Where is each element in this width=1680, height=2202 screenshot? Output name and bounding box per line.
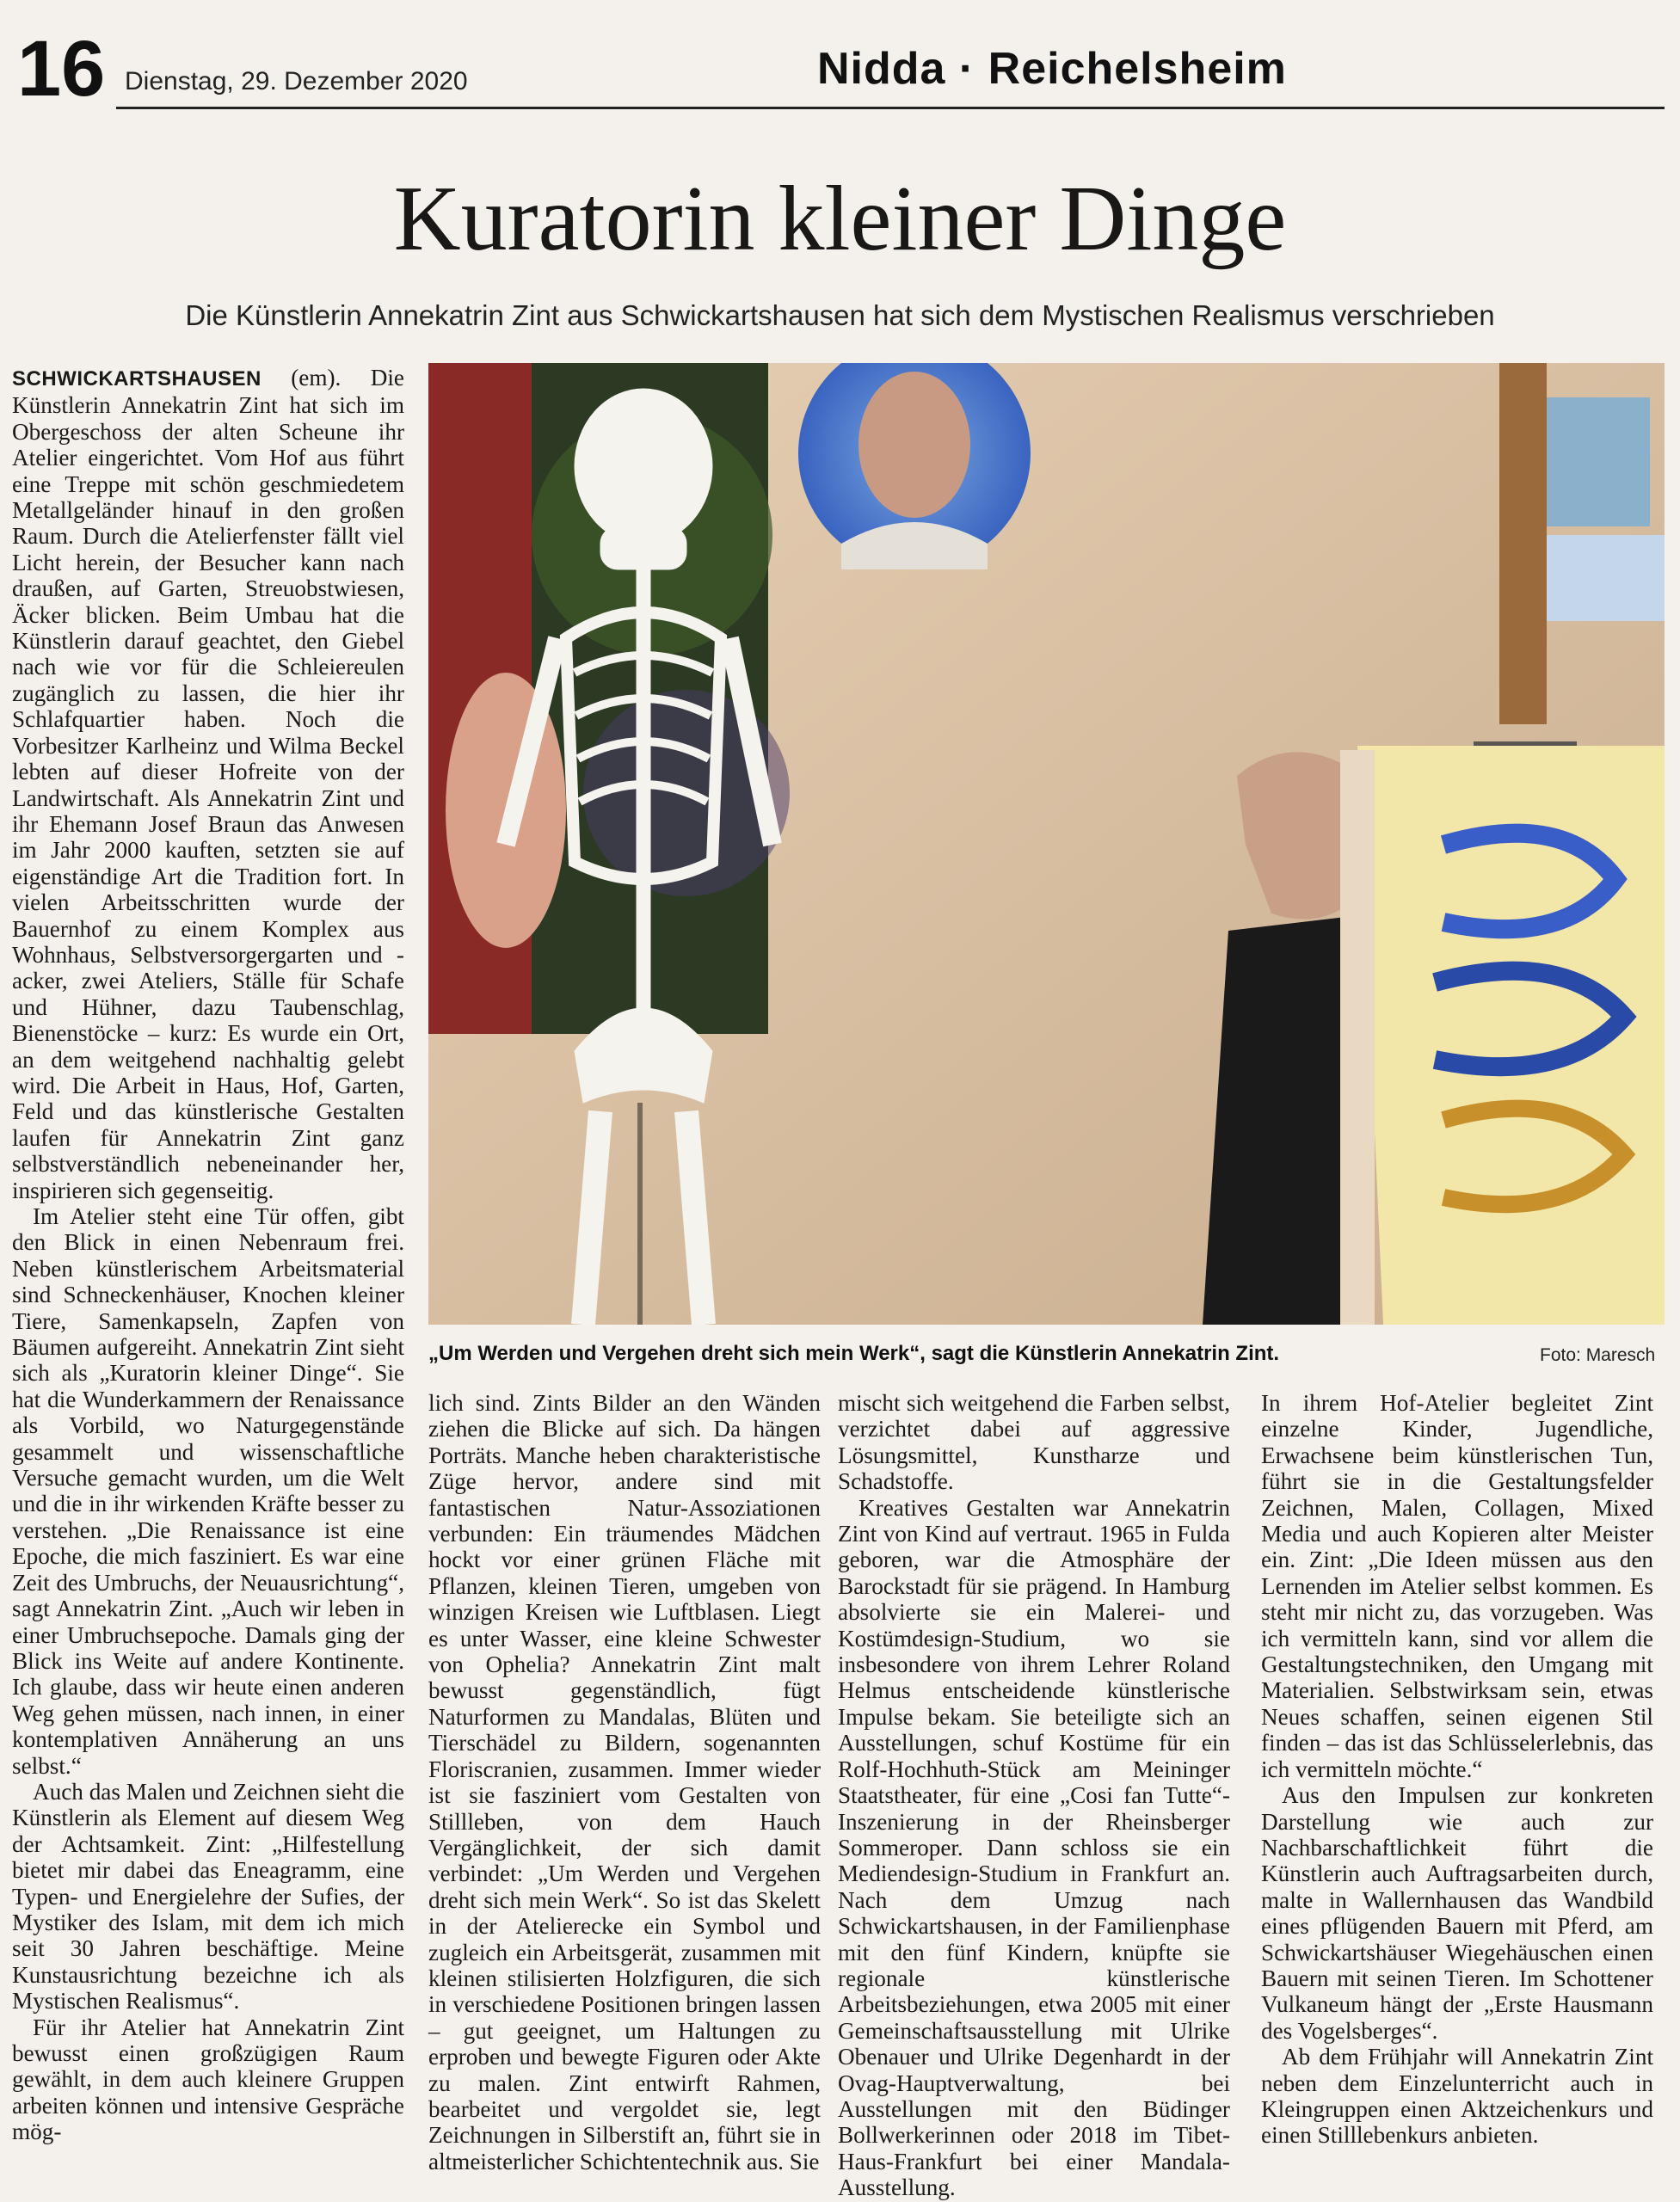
paragraph: mischt sich weitgehend die Farben selbst, verzichtet dabei auf aggressive Lösungsmittel, Kunstharze und Schadstoffe.	[838, 1390, 1230, 1495]
article-photo	[428, 363, 1665, 1325]
paragraph: Für ihr Atelier hat Annekatrin Zint bewusst einen großzügigen Raum gewählt, in dem auch kleinere Gruppen arbeiten können und intensive Gespräche mög-	[12, 2014, 404, 2145]
issue-date: Dienstag, 29. Dezember 2020	[125, 67, 468, 95]
paragraph: Kreatives Gestalten war Annekatrin Zint von Kind auf vertraut. 1965 in Fulda geboren, war die Atmosphäre der Barockstadt für sie prägend. In Hamburg absolvierte sie ein Malerei- und Kostümdesign-Studium, wo sie insbesondere von ihrem Lehrer Roland Helmus entscheidende künstlerische Impulse bekam. Sie beteiligte sich an Ausstellungen, schuf Kostüme für ein Rolf-Hochhuth-Stück am Meininger Staatstheater, für eine „Cosi fan Tutte“-Inszenierung in der Rheinsberger Sommeroper. Dann schloss sie ein Mediendesign-Studium in Frankfurt an. Nach dem Umzug nach Schwickartshausen, in der Familienphase mit den fünf Kindern, knüpfte sie regionale künstlerische Arbeitsbeziehungen, etwa 2005 mit einer Gemeinschaftsausstellung mit Ulrike Obenauer und Ulrike Degenhardt in der Ovag-Hauptverwaltung, bei Ausstellungen mit den Büdinger Bollwerkerinnen oder 2018 im Tibet-Haus-Frankfurt bei einer Mandala-Ausstellung.	[838, 1494, 1230, 2201]
photo-illustration	[428, 363, 1665, 1325]
photo-caption: „Um Werden und Vergehen dreht sich mein Werk“, sagt die Künstlerin Annekatrin Zint.	[428, 1342, 1280, 1365]
article-column-2	[428, 1390, 821, 2190]
photo-credit: Foto: Maresch	[1540, 1345, 1656, 1365]
page-number: 16	[17, 25, 106, 113]
article-column-1	[12, 365, 404, 2188]
easel	[1499, 363, 1547, 724]
paragraph: Im Atelier steht eine Tür offen, gibt den Blick in einen Nebenraum frei. Neben künstlerischem Arbeitsmaterial sind Schneckenhäuser, Knochen kleiner Tiere, Samenkapseln, Zapfen von Bäumen aufgereiht. Annekatrin Zint sieht sich als „Kuratorin kleiner Dinge“. Sie hat die Wunderkammern der Renaissance als Vorbild, wo Naturgegenstände gesammelt und wissenschaftliche Versuche gemacht wurden, um die Welt und die in ihr wirkenden Kräfte besser zu verstehen. „Die Renaissance ist eine Epoche, die mich fasziniert. Es war eine Zeit des Umbruchs, der Neuausrichtung“, sagt Annekatrin Zint. „Auch wir leben in einer Umbruchsepoche. Damals ging der Blick ins Weite auf andere Kontinente. Ich glaube, dass wir heute einen anderen Weg gehen müssen, nach innen, in einer kontemplativen Annäherung an uns selbst.“	[12, 1203, 404, 1779]
paragraph: Auch das Malen und Zeichnen sieht die Künstlerin als Element auf diesem Weg der Achtsamkeit. Zint: „Hilfestellung bietet mir dabei das Eneagramm, eine Typen- und Energielehre der Sufies, der Mystiker des Islam, mit dem ich mich seit 30 Jahren beschäftige. Meine Kunstausrichtung bezeichne ich als Mystischen Realismus“.	[12, 1778, 404, 2014]
article-column-3	[838, 1390, 1230, 2201]
paragraph: lich sind. Zints Bilder an den Wänden ziehen die Blicke auf sich. Da hängen Porträts. Manche heben charakteristische Züge hervor, andere sind mit fantastischen Natur-Assoziationen verbunden: Ein träumendes Mädchen hockt vor einer grünen Fläche mit Pflanzen, kleinen Tieren, umgeben von winzigen Kreisen wie Luftblasen. Liegt es unter Wasser, eine kleine Schwester von Ophelia? Annekatrin Zint malt bewusst gegenständlich, fügt Naturformen zu Mandalas, Blüten und Tierschädel zu Bildern, sogenannten Floriscranien, zusammen. Immer wieder ist sie fasziniert vom Gestalten von Stillleben, von dem Hauch Vergänglichkeit, der sich damit verbindet: „Um Werden und Vergehen dreht sich mein Werk“. So ist das Skelett in der Atelierecke ein Symbol und zugleich ein Arbeitsgerät, zusammen mit kleinen stilisierten Holzfiguren, die sich in verschiedene Positionen bringen lassen – gut geeignet, um Haltungen zu erproben und bewegte Figuren oder Akte zu malen. Zint entwirft Rahmen, bearbeitet und vergoldet sie, legt Zeichnungen in Silberstift an, führt sie in altmeisterlicher Schichtentechnik aus. Sie	[428, 1390, 821, 2174]
paragraph: Aus den Impulsen zur konkreten Darstellung wie auch zur Nachbarschaftlichkeit führt die Künstlerin auch Auftragsarbeiten durch, malte in Wallernhausen das Wandbild eines pflügenden Bauern mit Pferd, am Schwickartshäuser Wiegehäuschen einen Bauern mit seinen Tieren. Im Schottener Vulkaneum hängt der „Erste Hausmann des Vogelsberges“.	[1261, 1782, 1653, 2044]
subheadline: Die Künstlerin Annekatrin Zint aus Schwickartshausen hat sich dem Mystischen Realismus verschrieben	[185, 299, 1495, 331]
paragraph	[12, 365, 404, 1203]
section-region: Nidda · Reichelsheim	[817, 44, 1287, 94]
paragraph: In ihrem Hof-Atelier begleitet Zint einzelne Kinder, Jugendliche, Erwachsene beim künstlerischen Tun, führt sie in die Gestaltungsfelder Zeichnen, Malen, Collagen, Mixed Media und auch Kopieren alter Meister ein. Zint: „Die Ideen müssen aus den Lernenden im Atelier selbst kommen. Es steht mir nicht zu, das vorzugeben. Was ich vermitteln kann, sind vor allem die Gestaltungstechniken, den Umgang mit Materialien. Selbstwirksam sein, etwas Neues schaffen, seinen eigenen Stil finden – das ist das Schlüsselerlebnis, das ich vermitteln möchte.“	[1261, 1390, 1653, 1782]
paragraph: Ab dem Frühjahr will Annekatrin Zint neben dem Einzelunterricht auch in Kleingruppen einen Aktzeichenkurs und einen Stilllebenkurs anbieten.	[1261, 2044, 1653, 2149]
header-rule	[116, 107, 1665, 109]
headline: Kuratorin kleiner Dinge	[393, 168, 1287, 270]
dateline: SCHWICKARTSHAUSEN	[12, 367, 262, 391]
paragraph-text: (em). Die Künstlerin Annekatrin Zint hat sich im Obergeschoss der alten Scheune ihr Atelier eingerichtet. Vom Hof aus führt eine Treppe mit schön geschmiedetem Metallgeländer hinauf in den großen Raum. Durch die Atelierfenster fällt viel Licht herein, der Besucher kann nach draußen, auf Garten, Streuobstwiesen, Äcker blicken. Beim Umbau hat die Künstlerin darauf geachtet, den Giebel nach wie vor für die Schleiereulen zugänglich zu lassen, die hier ihr Schlafquartier haben. Noch die Vorbesitzer Karlheinz und Wilma Beckel lebten auf dieser Hofreite von der Landwirtschaft. Als Annekatrin Zint und ihr Ehemann Josef Braun das Anwesen im Jahr 2000 kauften, setzten sie auf eigenständige Art die Tradition fort. In vielen Arbeitsschritten wurde der Bauernhof zu einem Komplex aus Wohnhaus, Selbstversorgergarten und -acker, zwei Ateliers, Ställe für Schafe und Hühner, dazu Taubenschlag, Bienenstöcke – kurz: Es wurde ein Ort, an dem weitgehend nachhaltig gelebt wird. Die Arbeit in Haus, Hof, Garten, Feld und das künstlerische Gestalten laufen für Annekatrin Zint ganz selbstverständlich nebeneinander her, inspirieren sich gegenseitig.	[12, 365, 404, 1203]
article-column-4	[1261, 1390, 1653, 2190]
page-header	[0, 0, 1680, 129]
